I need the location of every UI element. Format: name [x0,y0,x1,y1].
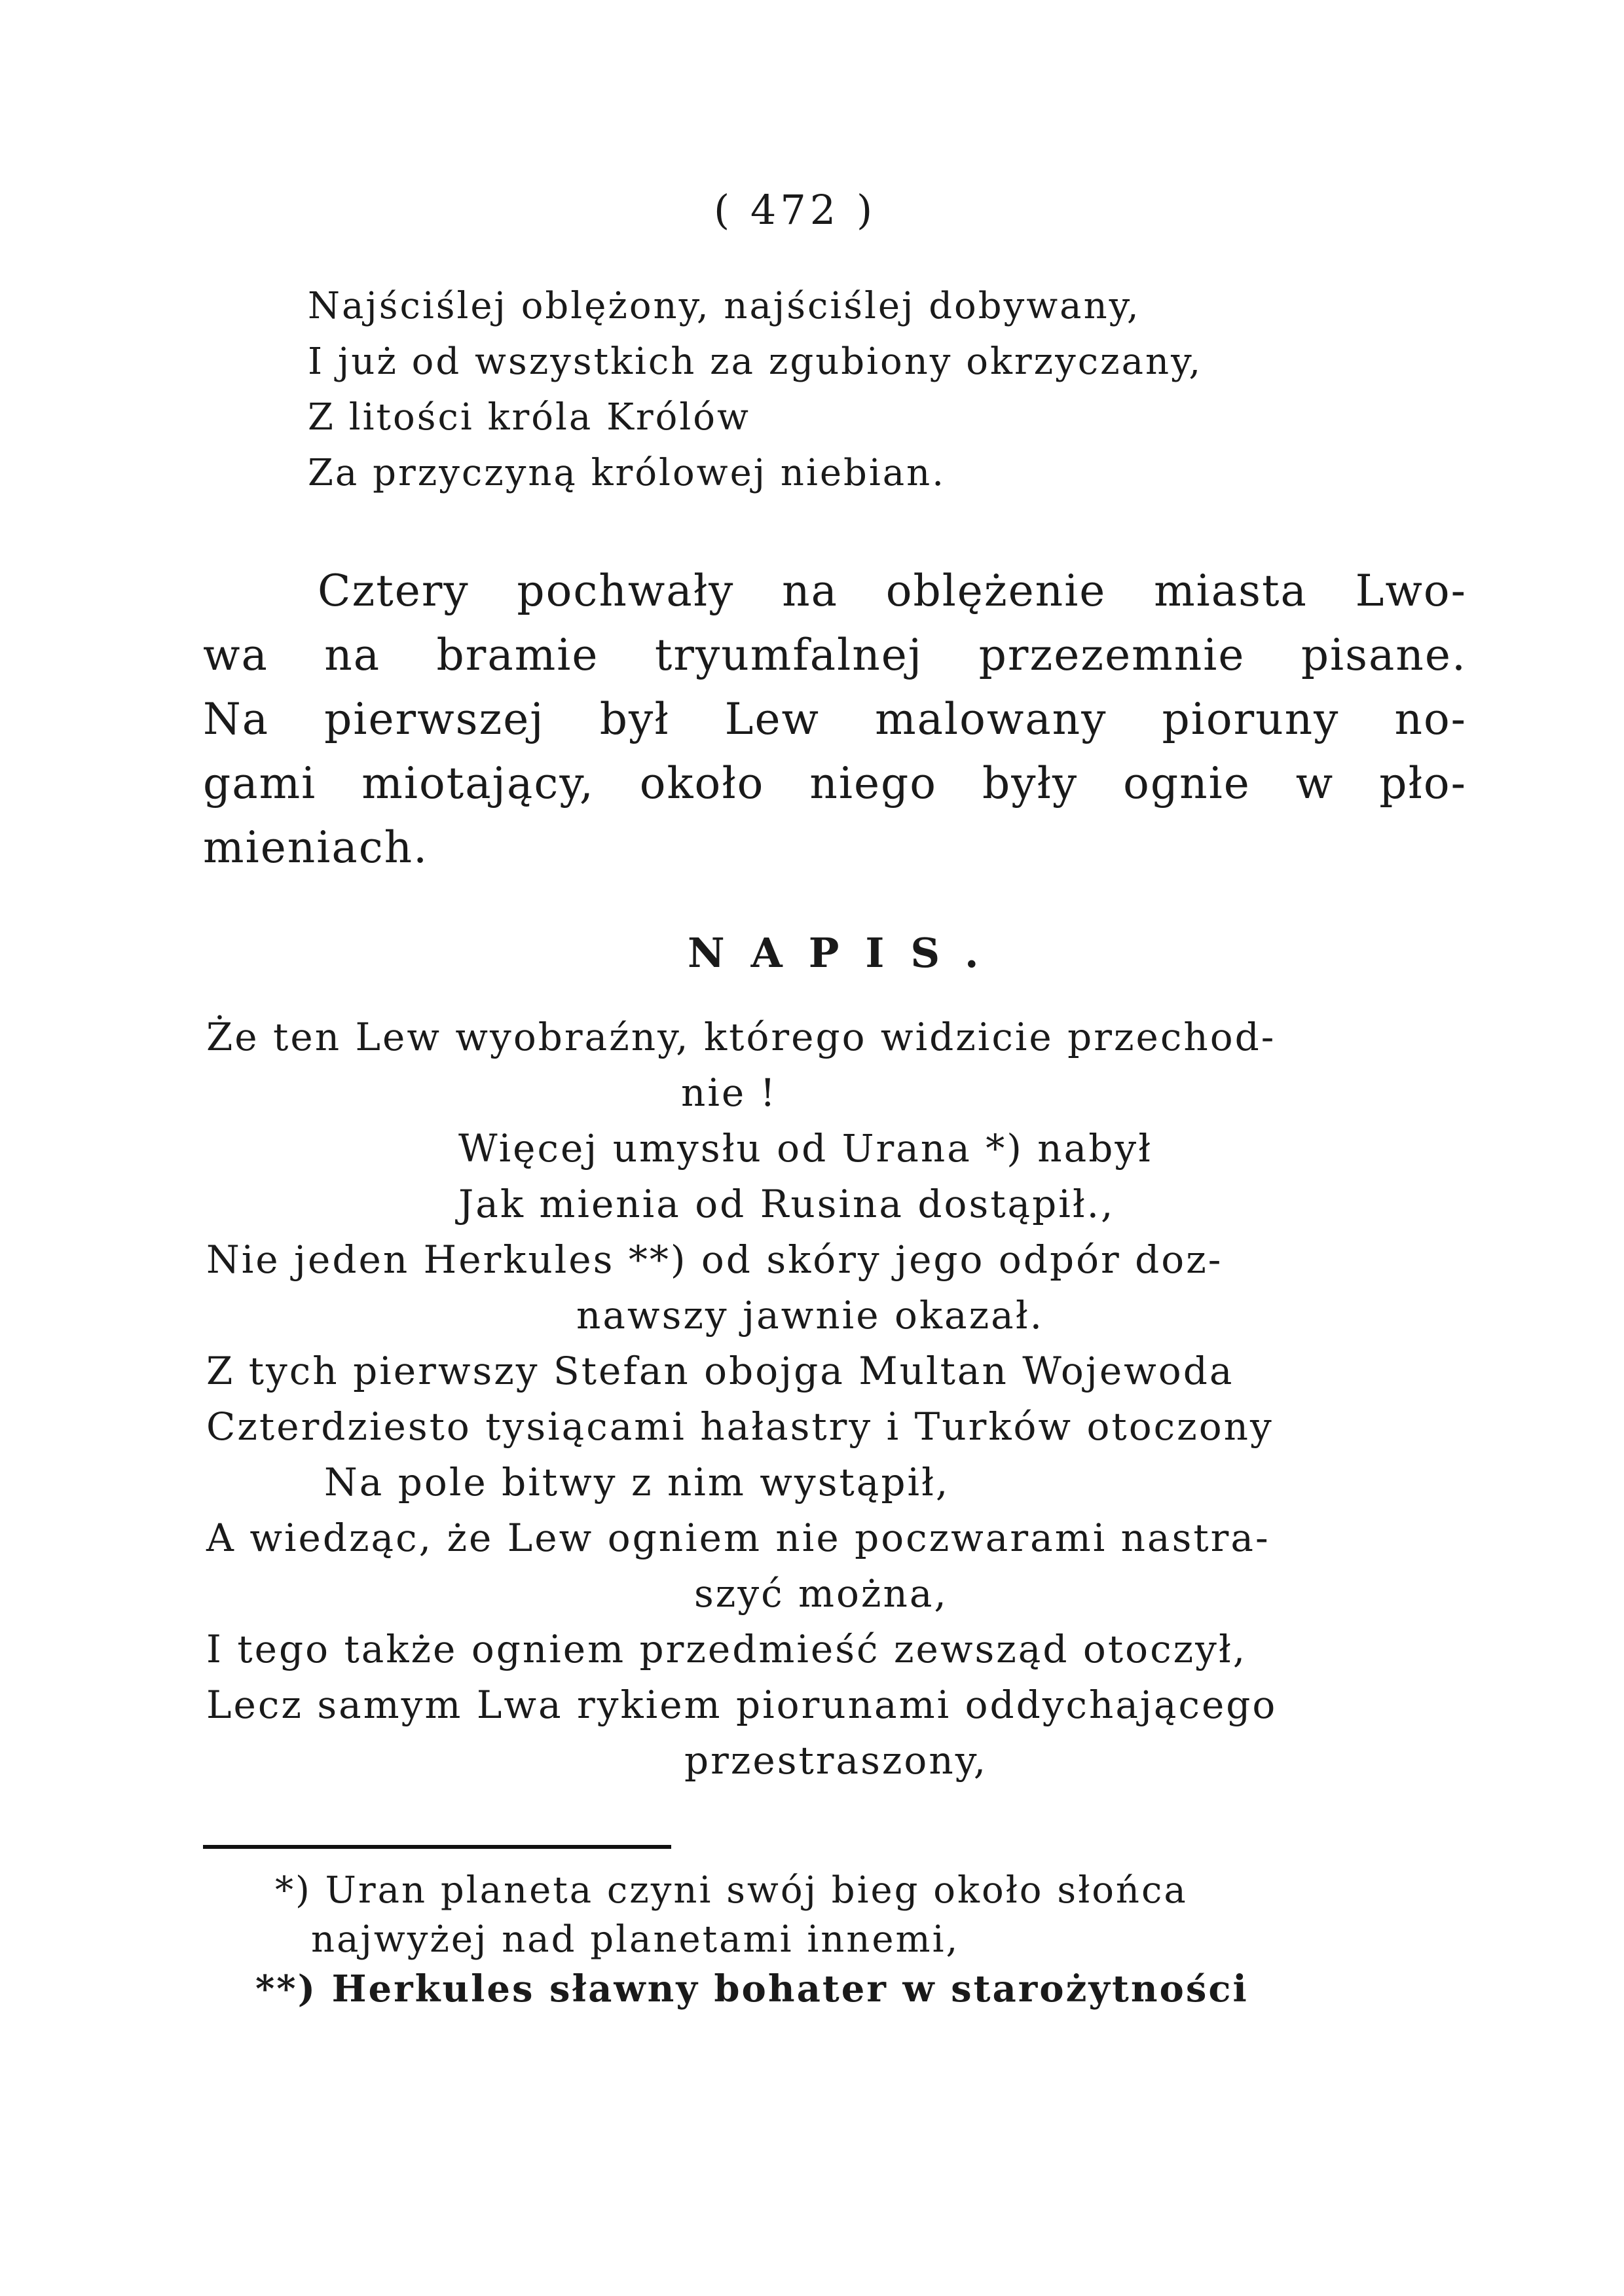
inscription-heading: NAPIS. [688,929,1005,977]
footnote-line: najwyżej nad planetami innemi, [311,1918,960,1961]
poem-line: Za przyczyną królowej niebian. [308,452,946,494]
paragraph-line [203,822,429,873]
paragraph-line [203,630,1467,680]
poem-line: I już od wszystkich za zgubiony okrzyczany, [308,340,1203,383]
word: miotający, [361,758,595,809]
inscription-line: Nie jeden Herkules **) od skóry jego odpór doz- [206,1237,1223,1282]
page-number: ( 472 ) [714,186,877,234]
inscription-line: Na pole bitwy z nim wystąpił, [324,1460,950,1504]
word: Lew [724,694,821,744]
paragraph-line [203,758,1467,809]
word: był [599,694,670,744]
inscription-line: Że ten Lew wyobraźny, którego widzicie przechod- [206,1015,1276,1059]
poem-line: Z litości króla Królów [308,396,750,439]
word: na [324,630,381,680]
word: wa [203,630,268,680]
word: pioruny [1162,694,1340,744]
word: Lwo- [1355,566,1467,616]
inscription-line: A wiedząc, że Lew ogniem nie poczwarami nastra- [206,1516,1270,1560]
word: tryumfalnej [654,630,923,680]
word: no- [1394,694,1467,744]
word: w [1295,758,1335,809]
inscription-line: Jak mienia od Rusina dostąpił., [458,1182,1115,1226]
poem-line: Najściślej oblężony, najściślej dobywany, [308,285,1141,327]
inscription-line: I tego także ogniem przedmieść zewsząd otoczył, [206,1627,1247,1671]
paragraph-line [203,694,1467,744]
word: mieniach. [203,822,429,873]
paragraph-line [318,566,1467,616]
word: bramie [436,630,599,680]
inscription-line: Więcej umysłu od Urana *) nabył [458,1126,1153,1171]
word: pisane. [1301,630,1467,680]
word: pochwały [517,566,735,616]
inscription-line: nie ! [681,1070,777,1115]
word: miasta [1154,566,1308,616]
inscription-line: przestraszony, [684,1738,988,1783]
footnote-divider [203,1845,671,1849]
footnote-line: **) Herkules sławny bohater w starożytności [255,1967,1249,2011]
word: pierwszej [324,694,545,744]
word: gami [203,758,317,809]
word: malowany [875,694,1107,744]
word: ognie [1123,758,1251,809]
word: Na [203,694,270,744]
inscription-line: Lecz samym Lwa rykiem piorunami oddychającego [206,1683,1278,1727]
word: około [639,758,765,809]
inscription-line: nawszy jawnie okazał. [576,1293,1044,1338]
word: były [982,758,1079,809]
inscription-line: Czterdziesto tysiącami hałastry i Turków otoczony [206,1404,1274,1449]
word: niego [809,758,938,809]
inscription-line: szyć można, [694,1571,948,1616]
word: pło- [1379,758,1467,809]
inscription-line: Z tych pierwszy Stefan obojga Multan Wojewoda [206,1349,1234,1393]
word: na [782,566,838,616]
footnote-line: *) Uran planeta czyni swój bieg około słońca [275,1869,1188,1912]
word: oblężenie [885,566,1107,616]
word: przezemnie [978,630,1246,680]
word: Cztery [318,566,470,616]
